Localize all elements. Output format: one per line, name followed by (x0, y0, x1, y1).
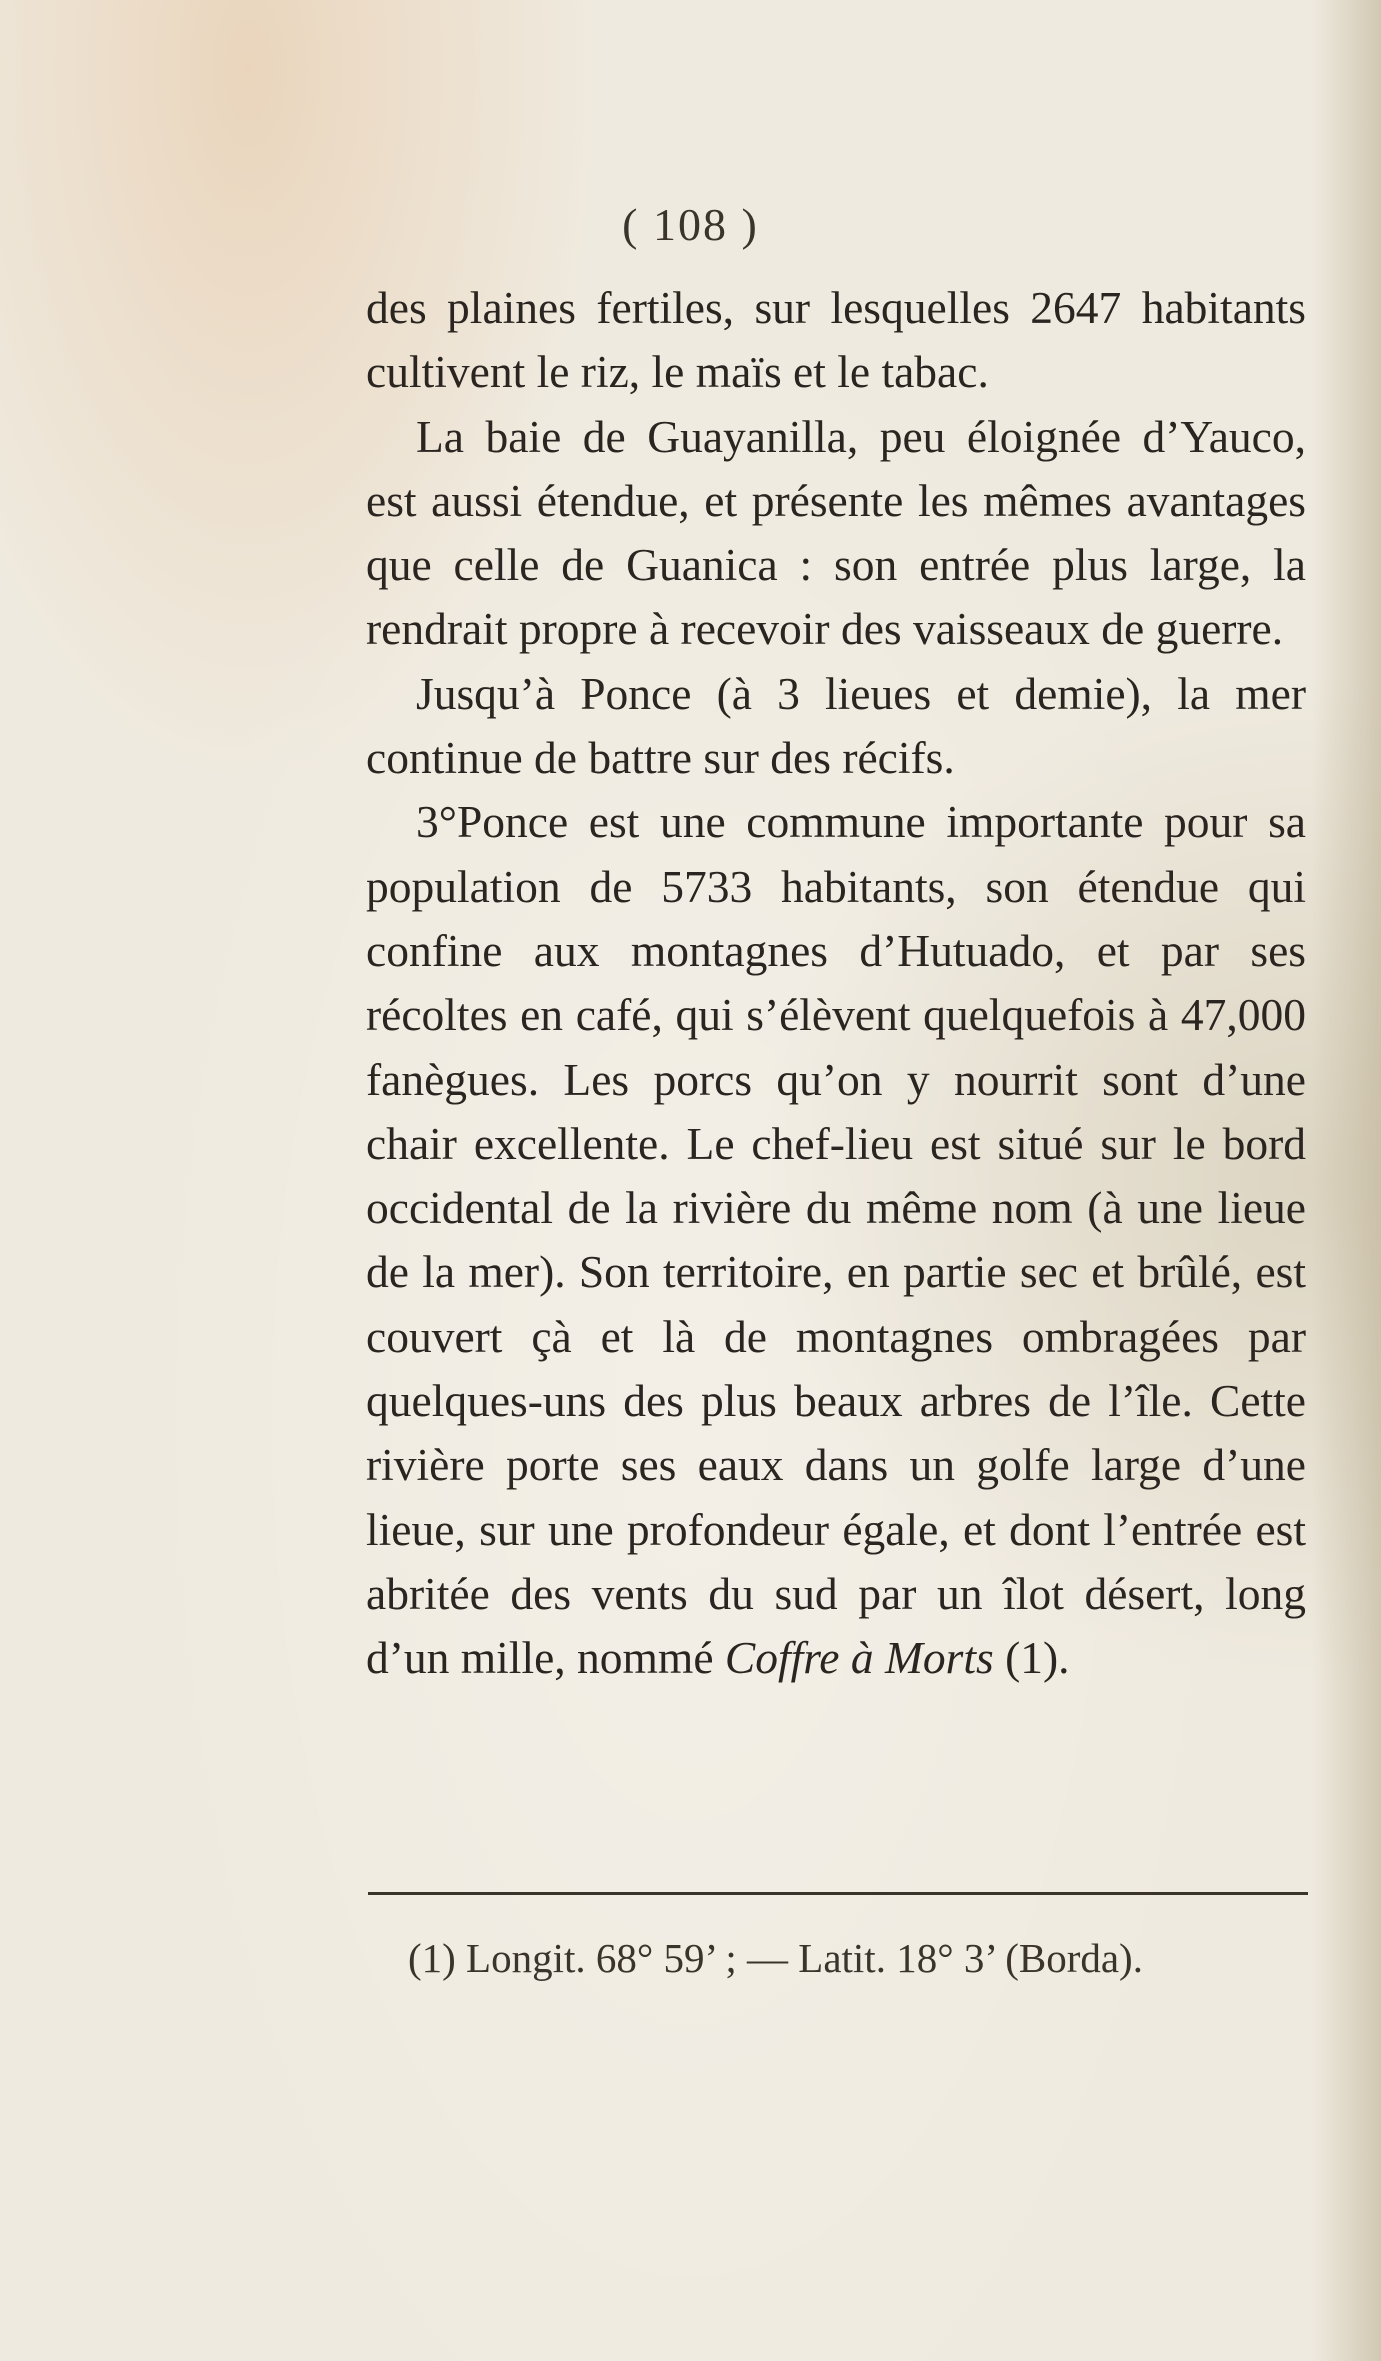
italic-place-name: Coffre à Morts (724, 1632, 994, 1684)
page-number: ( 108 ) (622, 199, 759, 250)
footnote-reference: (1). (993, 1632, 1070, 1684)
paragraph: des plaines fertiles, sur lesquelles 2647 habitants cultivent le riz, le maïs et le tabac. (366, 282, 1306, 398)
footnote: (1) Longit. 68° 59’ ; — Latit. 18° 3’ (Borda). (408, 1935, 1143, 1981)
paragraph: La baie de Guayanilla, peu éloignée d’Yauco, est aussi étendue, et présente les mêmes avantages que celle de Guanica : son entrée plus large, la rendrait propre à recevoir des vaisseaux de guerre. (366, 410, 1306, 655)
paragraph-text: 3°Ponce est une commune importante pour sa population de 5733 habitants, son étendue qui confine aux montagnes d’Hutuado, et par ses récoltes en café, qui s’élèvent quelquefois à 47,000 fanègues. Les porcs qu’on y nourrit sont d’une chair excellente. Le chef-lieu est situé sur le bord occidental de la rivière du même nom (à une lieue de la mer). Son territoire, en partie sec et brûlé, est couvert çà et là de montagnes ombragées par quelques-uns des plus beaux arbres de l’île. Cette rivière porte ses eaux dans un golfe large d’une lieue, sur une profondeur égale, et dont l’entrée est abritée des vents du sud par un îlot désert, long d’un mille, nommé (366, 796, 1306, 1684)
paragraph (366, 790, 1306, 1690)
body-text (366, 276, 1306, 1691)
footnote-divider (368, 1892, 1308, 1895)
page-edge-shadow (1311, 0, 1381, 2361)
paragraph: Jusqu’à Ponce (à 3 lieues et demie), la mer continue de battre sur des récifs. (366, 667, 1306, 784)
